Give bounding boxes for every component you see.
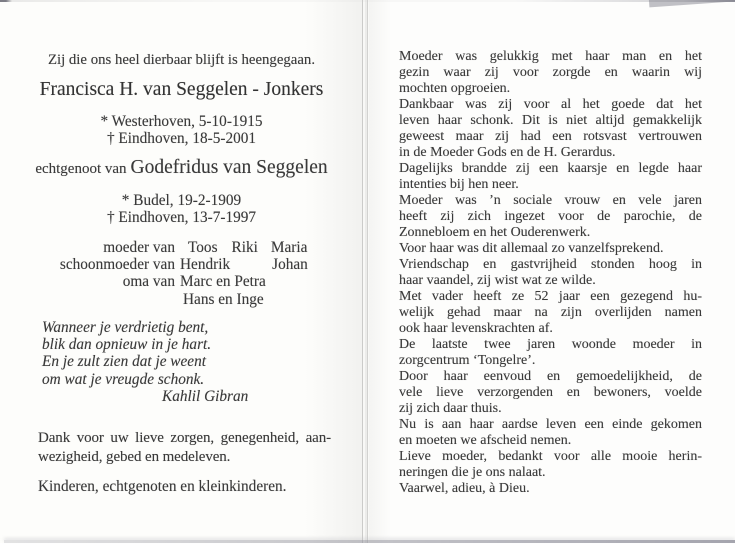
intro-line: Zij die ons heel dierbaar blijft is heengegaan. — [47, 52, 316, 68]
poem-line: om wat je vreugde schonk. — [42, 370, 205, 388]
thanks-line: Dank voor uw lieve zorgen, genegenheid, aan- — [38, 430, 331, 446]
birth-line: * Westerhoven, 5-10-1915 — [100, 113, 263, 130]
memorial-text-line: neringen die je ons nalaat. — [399, 465, 546, 480]
memorial-text-line: en moeten we afscheid nemen. — [399, 433, 572, 448]
memorial-text-line: Moeder was gelukkig met haar man en het — [399, 49, 702, 64]
spouse-death-line: † Eindhoven, 13-7-1997 — [106, 208, 257, 226]
deceased-dates — [0, 114, 363, 147]
spouse-birth-line: * Budel, 19-2-1909 — [121, 192, 242, 209]
family-name: Hendrik — [180, 256, 231, 274]
spouse-dates — [0, 193, 363, 226]
death-line: † Eindhoven, 18-5-2001 — [106, 129, 257, 147]
memorial-text-line: Lieve moeder, bedankt voor alle mooie herin- — [399, 449, 702, 464]
memorial-text-line: De laatste twee jaren woonde moeder in — [399, 337, 702, 352]
memorial-text-line: vele lieve verzorgenden en bewoners, voelde — [399, 385, 702, 400]
signature-line: Kinderen, echtgenoten en kleinkinderen. — [38, 478, 287, 495]
family-row — [38, 256, 308, 273]
memorial-text-line: intenties bij hen neer. — [399, 177, 519, 192]
memorial-text-line: Dankbaar was zij voor al het goede dat het — [399, 97, 702, 112]
memorial-text-line: geweest maar zij had een rotsvast vertrouwen — [399, 129, 702, 144]
memorial-text-line: in de Moeder Gods en de H. Gerardus. — [399, 145, 616, 160]
family-name: Maria — [270, 239, 308, 256]
poem-line: blik dan opnieuw in je hart. — [42, 336, 212, 354]
memorial-text-line: Voor haar was dit allemaal zo vanzelfsprekend. — [399, 241, 664, 256]
family-name: Johan — [272, 256, 308, 274]
memorial-text-line: Moeder was ’n sociale vrouw en vele jaren — [399, 193, 702, 208]
spouse-name: Godefridus van Seggelen — [130, 157, 328, 178]
poem-author: Kahlil Gibran — [162, 387, 249, 405]
family-row-label: moeder van — [103, 239, 175, 256]
memorial-text-line: haar vaandel, zij wist wat ze wilde. — [399, 273, 596, 288]
right-page — [369, 0, 735, 548]
deceased-name: Francisca H. van Seggelen - Jonkers — [39, 79, 324, 100]
memorial-text-line: welijk gehad maar na zijn overlijden namen — [399, 305, 702, 320]
poem — [42, 319, 248, 405]
memorial-text-line: heeft zij zich ingezet voor de parochie, de — [399, 209, 702, 224]
memorial-text-line: gezin waar zij voor zorgde en waarin wij — [399, 65, 702, 80]
family-relations — [38, 239, 308, 308]
family-row-label: oma van — [122, 273, 175, 291]
memorial-text-line: Dagelijks brandde zij een kaarsje en legde haar — [399, 161, 702, 176]
memorial-text-line: ook haar levenskrachten af. — [399, 321, 553, 336]
spouse-prefix: echtgenoot van — [35, 161, 127, 177]
family-row — [38, 273, 308, 290]
memorial-text-line: Zonnebloem en het Ouderenwerk. — [399, 225, 591, 240]
scan-bottom-edge — [4, 540, 735, 543]
family-name: Riki — [231, 239, 258, 256]
family-name: Marc en Petra — [180, 273, 266, 291]
memorial-text-line: Door haar eenvoud en gemoedelijkheid, de — [399, 369, 702, 384]
memorial-text-line: Met vader heeft ze 52 jaar een gezegend hu- — [399, 289, 702, 304]
memorial-text-line: leven haar schonk. Dit is niet altijd gemakkelijk — [399, 113, 702, 128]
memorial-text-line: zij zich daar thuis. — [399, 401, 502, 416]
scanner-background-strip — [0, 543, 735, 548]
memorial-text — [399, 49, 702, 497]
family-row — [38, 291, 308, 308]
family-row — [38, 239, 308, 256]
thanks-line: wezigheid, gebed en medeleven. — [38, 448, 231, 465]
memorial-text-line: mochten opgroeien. — [399, 81, 511, 96]
family-row-label: schoonmoeder van — [59, 256, 175, 274]
left-page — [0, 0, 363, 548]
memorial-text-line: Vriendschap en gastvrijheid stonden hoog in — [399, 257, 702, 272]
memorial-text-line: zorgcentrum ‘Tongelre’. — [399, 353, 536, 368]
scan-top-edge — [0, 0, 735, 2]
spouse-line — [0, 157, 363, 179]
poem-line: Wanneer je verdrietig bent, — [42, 319, 209, 336]
thanks-paragraph — [38, 429, 331, 466]
family-name: Hans en Inge — [183, 290, 264, 308]
memorial-text-line: Vaarwel, adieu, à Dieu. — [399, 481, 530, 496]
memorial-text-line: Nu is aan haar aardse leven een einde gekomen — [399, 417, 702, 432]
family-name: Toos — [188, 239, 218, 256]
poem-line: En je zult zien dat je weent — [42, 353, 206, 371]
